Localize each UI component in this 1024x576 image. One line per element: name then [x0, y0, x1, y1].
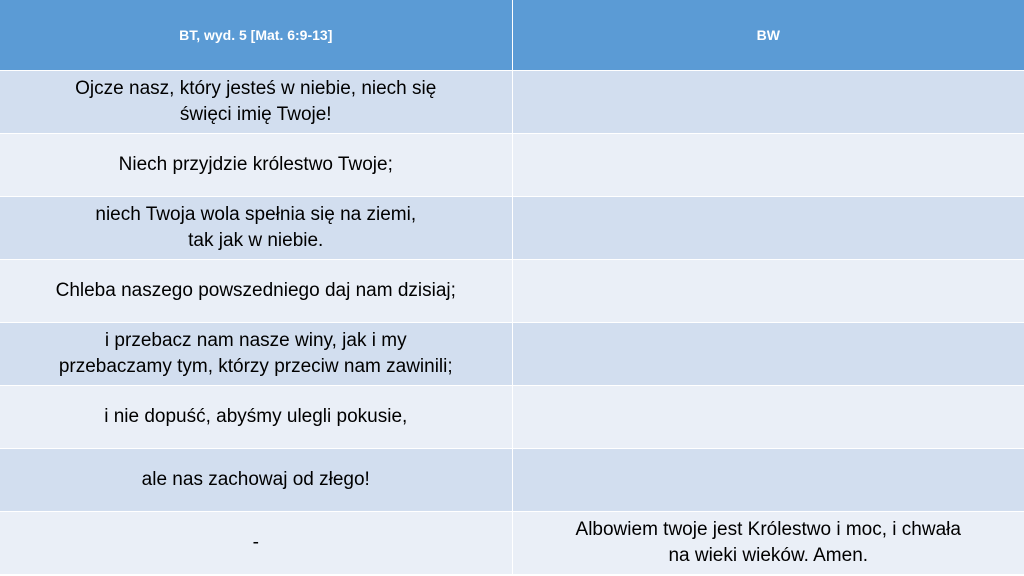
bt-cell: [0, 512, 512, 574]
bw-cell: [512, 512, 1024, 574]
bt-line: i nie dopuść, abyśmy ulegli pokusie,: [104, 406, 408, 427]
bw-cell: [512, 197, 1024, 260]
header-bw: BW: [512, 0, 1024, 71]
bw-cell: [512, 386, 1024, 449]
table-row: [0, 449, 1024, 512]
bw-cell: [512, 323, 1024, 386]
bt-line: tak jak w niebie.: [188, 230, 324, 251]
bw-line: Albowiem twoje jest Królestwo i moc, i chwała: [575, 518, 961, 540]
bt-line: święci imię Twoje!: [179, 104, 332, 125]
bt-cell: [0, 323, 512, 386]
bt-cell: [0, 260, 512, 323]
bt-line: i przebacz nam nasze winy, jak i my: [104, 330, 407, 351]
table-row: [0, 197, 1024, 260]
table-row: [0, 323, 1024, 386]
table-row: [0, 260, 1024, 323]
bt-line: Ojcze nasz, który jesteś w niebie, niech się: [75, 78, 437, 99]
bw-line: na wieki wieków. Amen.: [668, 544, 869, 566]
bt-line: ale nas zachowaj od złego!: [141, 469, 370, 490]
table-row: [0, 134, 1024, 197]
bt-cell: [0, 134, 512, 197]
table-row: [0, 386, 1024, 449]
bt-cell: [0, 386, 512, 449]
table-row: [0, 71, 1024, 134]
bt-line: przebaczamy tym, którzy przeciw nam zawinili;: [58, 356, 453, 377]
bt-line: Chleba naszego powszedniego daj nam dzisiaj;: [55, 280, 456, 301]
bw-cell: [512, 71, 1024, 134]
bt-cell: [0, 449, 512, 512]
bt-cell: [0, 197, 512, 260]
bt-line: niech Twoja wola spełnia się na ziemi,: [95, 204, 417, 225]
bw-cell: [512, 134, 1024, 197]
bw-cell: [512, 260, 1024, 323]
header-row: [0, 0, 1024, 71]
bt-line: Niech przyjdzie królestwo Twoje;: [118, 154, 393, 175]
bt-line: -: [252, 531, 259, 553]
bw-cell: [512, 449, 1024, 512]
header-bt: BT, wyd. 5 [Mat. 6:9-13]: [0, 0, 512, 71]
bt-cell: [0, 71, 512, 134]
table-row: [0, 512, 1024, 574]
